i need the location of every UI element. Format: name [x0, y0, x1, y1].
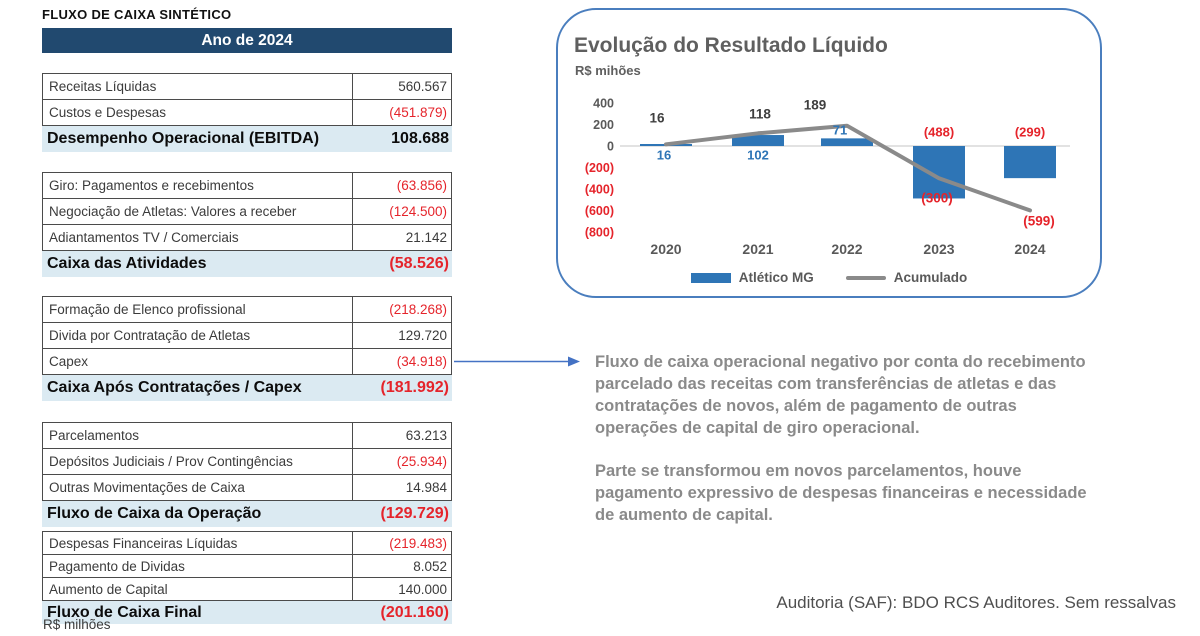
bar-2024 — [1004, 146, 1056, 178]
row-value: (34.918) — [352, 349, 451, 374]
units-note: R$ milhões — [43, 617, 111, 632]
line-label: (599) — [1023, 213, 1055, 229]
bar-label: 16 — [656, 147, 672, 163]
subtotal-value: (129.729) — [380, 505, 449, 522]
table-rows — [42, 531, 452, 601]
subtotal-label: Caixa Após Contratações / Capex — [47, 379, 302, 396]
subtotal-label: Fluxo de Caixa da Operação — [47, 505, 262, 522]
row-label: Depósitos Judiciais / Prov Contingências — [49, 454, 293, 469]
row-value: (218.268) — [352, 297, 451, 322]
table-row — [43, 475, 451, 500]
chart-card — [556, 8, 1102, 298]
subtotal-label: Caixa das Atividades — [47, 255, 207, 272]
table-row — [43, 555, 451, 578]
table-row — [43, 225, 451, 250]
table-row — [43, 423, 451, 449]
row-value: (63.856) — [352, 173, 451, 198]
line-label: 189 — [803, 97, 827, 113]
row-label: Parcelamentos — [49, 428, 140, 443]
chart-legend — [558, 270, 1100, 285]
row-label: Giro: Pagamentos e recebimentos — [49, 178, 254, 193]
subtotal-row — [42, 501, 452, 527]
year-banner: Ano de 2024 — [42, 28, 452, 53]
row-label: Formação de Elenco profissional — [49, 302, 246, 317]
row-label: Negociação de Atletas: Valores a receber — [49, 204, 297, 219]
subtotal-value: (201.160) — [380, 603, 449, 621]
legend-line-label: Acumulado — [893, 270, 968, 285]
subtotal-value: (58.526) — [389, 255, 449, 272]
row-label: Despesas Financeiras Líquidas — [49, 535, 238, 551]
subtotal-label: Fluxo de Caixa Final — [47, 603, 202, 621]
subtotal-value: 108.688 — [391, 130, 449, 147]
table-row — [43, 578, 451, 600]
row-value: (25.934) — [352, 449, 451, 474]
row-value: 129.720 — [352, 323, 451, 348]
table-row — [43, 199, 451, 225]
table-row — [43, 532, 451, 555]
row-value: (124.500) — [352, 199, 451, 224]
bar-label: 102 — [747, 147, 769, 163]
subtotal-row — [42, 251, 452, 277]
row-value: 63.213 — [352, 423, 451, 448]
line-label: 118 — [749, 106, 771, 122]
table-rows — [42, 172, 452, 251]
row-value: 8.052 — [352, 555, 451, 577]
table-row — [43, 297, 451, 323]
legend-line-swatch — [846, 276, 886, 280]
annotation-paragraph-2: Parte se transformou em novos parcelamentos, houve pagamento expressivo de despesas financeiras e necessidade de aumento de capital. — [595, 462, 1087, 524]
row-label: Adiantamentos TV / Comerciais — [49, 230, 239, 245]
table-section — [42, 296, 452, 401]
audit-note: Auditoria (SAF): BDO RCS Auditores. Sem ressalvas — [776, 593, 1176, 612]
table-rows — [42, 296, 452, 375]
table-row — [43, 74, 451, 100]
table-row — [43, 349, 451, 374]
y-tick-label: (400) — [584, 182, 614, 197]
row-label: Divida por Contratação de Atletas — [49, 328, 251, 343]
row-value: 14.984 — [352, 475, 451, 500]
bar-2022 — [821, 138, 873, 146]
y-tick-label: (600) — [584, 204, 614, 218]
row-value: 560.567 — [352, 74, 451, 99]
table-section — [42, 531, 452, 624]
row-label: Receitas Líquidas — [49, 79, 157, 94]
y-tick-label: (800) — [584, 225, 614, 240]
row-value: (451.879) — [352, 100, 451, 125]
table-title: FLUXO DE CAIXA SINTÉTICO — [42, 7, 232, 22]
row-value: (219.483) — [352, 532, 451, 554]
table-section — [42, 172, 452, 277]
row-label: Custos e Despesas — [49, 105, 167, 120]
subtotal-label: Desempenho Operacional (EBITDA) — [47, 130, 320, 147]
table-row — [43, 100, 451, 125]
bar-label: (488) — [923, 124, 955, 140]
bar-label: 71 — [832, 122, 848, 138]
row-label: Capex — [49, 354, 89, 369]
x-category-label: 2024 — [1014, 241, 1046, 257]
annotation-block — [595, 351, 1095, 547]
table-row — [43, 323, 451, 349]
y-tick-label: 400 — [593, 96, 614, 111]
table-section — [42, 422, 452, 527]
subtotal-value: (181.992) — [380, 379, 449, 396]
row-label: Pagamento de Dividas — [49, 558, 185, 574]
subtotal-row — [42, 126, 452, 152]
subtotal-row — [42, 375, 452, 401]
table-section — [42, 73, 452, 152]
annotation-paragraph-1: Fluxo de caixa operacional negativo por conta do recebimento parcelado das receitas com transferências de atletas e das contratações de novos, além de pagamento de outras operações de capital de giro operacional. — [595, 353, 1086, 437]
bar-label: (299) — [1014, 124, 1046, 140]
table-row — [43, 173, 451, 199]
chart-title: Evolução do Resultado Líquido — [574, 34, 888, 57]
chart-subtitle: R$ mihões — [575, 63, 641, 78]
x-category-label: 2021 — [742, 241, 774, 257]
table-rows — [42, 422, 452, 501]
row-label: Aumento de Capital — [49, 581, 168, 597]
y-tick-label: 0 — [607, 139, 614, 154]
connector-arrow-head — [568, 357, 580, 367]
connector-arrow — [452, 353, 584, 370]
y-tick-label: 200 — [593, 118, 614, 132]
x-category-label: 2023 — [923, 241, 955, 257]
row-label: Outras Movimentações de Caixa — [49, 480, 245, 495]
table-rows — [42, 73, 452, 126]
row-value: 21.142 — [352, 225, 451, 250]
table-row — [43, 449, 451, 475]
legend-bar-swatch — [691, 273, 731, 283]
x-category-label: 2022 — [831, 241, 863, 257]
y-tick-label: (200) — [584, 161, 614, 175]
cash-flow-panel — [42, 0, 452, 636]
line-label: (300) — [921, 190, 953, 206]
x-category-label: 2020 — [650, 241, 682, 257]
row-value: 140.000 — [352, 578, 451, 600]
legend-bar-label: Atlético MG — [738, 270, 814, 285]
line-label: 16 — [649, 110, 665, 126]
